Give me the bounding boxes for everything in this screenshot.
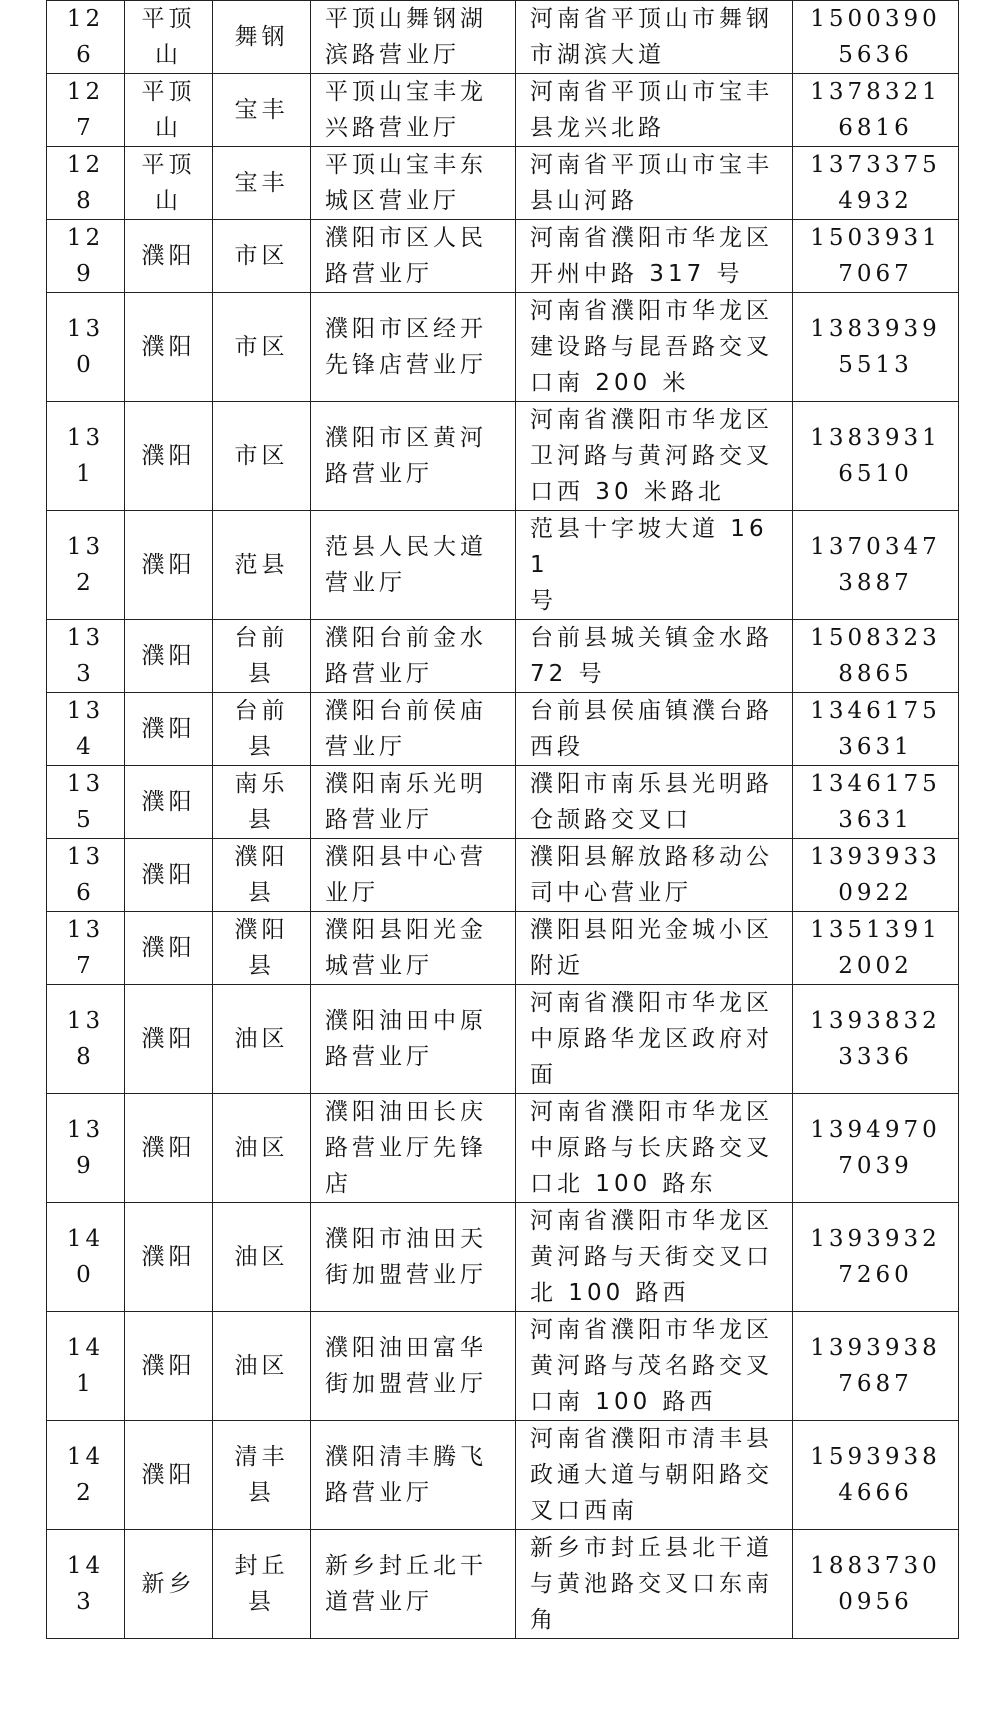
hall-name-cell: 濮阳市油田天 街加盟营业厅: [311, 1203, 516, 1312]
district-cell: 宝丰: [213, 147, 311, 220]
district-cell: 台前 县: [213, 693, 311, 766]
address-cell: 河南省平顶山市宝丰 县山河路: [516, 147, 793, 220]
address-cell: 濮阳县解放路移动公 司中心营业厅: [516, 839, 793, 912]
hall-name-cell: 濮阳县阳光金 城营业厅: [311, 912, 516, 985]
phone-cell: 13839395513: [793, 293, 959, 402]
table-row: [47, 293, 959, 402]
phone-cell: 15003905636: [793, 1, 959, 74]
row-number: 134: [47, 693, 125, 766]
row-number: 133: [47, 620, 125, 693]
hall-name-cell: 濮阳油田中原 路营业厅: [311, 985, 516, 1094]
city-cell: 濮阳: [125, 220, 213, 293]
city-cell: 濮阳: [125, 620, 213, 693]
table-row: [47, 1421, 959, 1530]
row-number: 131: [47, 402, 125, 511]
hall-name-cell: 濮阳清丰腾飞 路营业厅: [311, 1421, 516, 1530]
city-cell: 濮阳: [125, 1203, 213, 1312]
row-number: 136: [47, 839, 125, 912]
phone-cell: 15083238865: [793, 620, 959, 693]
table-row: [47, 985, 959, 1094]
address-cell: 河南省濮阳市华龙区 卫河路与黄河路交叉 口西 30 米路北: [516, 402, 793, 511]
table-row: [47, 1203, 959, 1312]
table-row: [47, 912, 959, 985]
city-cell: 平顶 山: [125, 74, 213, 147]
district-cell: 封丘 县: [213, 1530, 311, 1639]
address-cell: 河南省平顶山市舞钢 市湖滨大道: [516, 1, 793, 74]
hall-name-cell: 濮阳县中心营 业厅: [311, 839, 516, 912]
table-row: [47, 1094, 959, 1203]
row-number: 141: [47, 1312, 125, 1421]
address-cell: 河南省濮阳市华龙区 中原路与长庆路交叉 口北 100 路东: [516, 1094, 793, 1203]
row-number: 127: [47, 74, 125, 147]
district-cell: 市区: [213, 220, 311, 293]
phone-cell: 13939387687: [793, 1312, 959, 1421]
address-cell: 河南省平顶山市宝丰 县龙兴北路: [516, 74, 793, 147]
phone-cell: 13461753631: [793, 693, 959, 766]
district-cell: 南乐 县: [213, 766, 311, 839]
phone-cell: 13939327260: [793, 1203, 959, 1312]
district-cell: 台前 县: [213, 620, 311, 693]
district-cell: 市区: [213, 293, 311, 402]
district-cell: 范县: [213, 511, 311, 620]
hall-name-cell: 濮阳台前金水 路营业厅: [311, 620, 516, 693]
phone-cell: 15039317067: [793, 220, 959, 293]
phone-cell: 13703473887: [793, 511, 959, 620]
hall-name-cell: 濮阳市区经开 先锋店营业厅: [311, 293, 516, 402]
address-cell: 新乡市封丘县北干道 与黄池路交叉口东南 角: [516, 1530, 793, 1639]
table-body: [47, 1, 959, 1639]
phone-cell: 13461753631: [793, 766, 959, 839]
hall-name-cell: 范县人民大道 营业厅: [311, 511, 516, 620]
district-cell: 市区: [213, 402, 311, 511]
table-row: [47, 620, 959, 693]
district-cell: 濮阳 县: [213, 912, 311, 985]
city-cell: 濮阳: [125, 839, 213, 912]
city-cell: 濮阳: [125, 511, 213, 620]
table-row: [47, 511, 959, 620]
row-number: 139: [47, 1094, 125, 1203]
district-cell: 濮阳 县: [213, 839, 311, 912]
phone-cell: 13949707039: [793, 1094, 959, 1203]
address-cell: 范县十字坡大道 161 号: [516, 511, 793, 620]
row-number: 137: [47, 912, 125, 985]
city-cell: 濮阳: [125, 693, 213, 766]
row-number: 130: [47, 293, 125, 402]
district-cell: 油区: [213, 1203, 311, 1312]
address-cell: 濮阳市南乐县光明路 仓颉路交叉口: [516, 766, 793, 839]
hall-name-cell: 新乡封丘北干 道营业厅: [311, 1530, 516, 1639]
phone-cell: 13939330922: [793, 839, 959, 912]
hall-name-cell: 濮阳市区人民 路营业厅: [311, 220, 516, 293]
address-cell: 河南省濮阳市华龙区 黄河路与茂名路交叉 口南 100 路西: [516, 1312, 793, 1421]
city-cell: 濮阳: [125, 1421, 213, 1530]
address-cell: 河南省濮阳市华龙区 中原路华龙区政府对 面: [516, 985, 793, 1094]
row-number: 132: [47, 511, 125, 620]
table-row: [47, 1530, 959, 1639]
address-cell: 河南省濮阳市华龙区 建设路与昆吾路交叉 口南 200 米: [516, 293, 793, 402]
phone-cell: 15939384666: [793, 1421, 959, 1530]
table-row: [47, 766, 959, 839]
phone-cell: 13938323336: [793, 985, 959, 1094]
table-row: [47, 839, 959, 912]
table-row: [47, 220, 959, 293]
city-cell: 濮阳: [125, 293, 213, 402]
address-cell: 河南省濮阳市华龙区 黄河路与天街交叉口 北 100 路西: [516, 1203, 793, 1312]
table-row: [47, 147, 959, 220]
address-cell: 河南省濮阳市清丰县 政通大道与朝阳路交 叉口西南: [516, 1421, 793, 1530]
address-cell: 濮阳县阳光金城小区 附近: [516, 912, 793, 985]
table-row: [47, 1312, 959, 1421]
city-cell: 濮阳: [125, 985, 213, 1094]
address-cell: 台前县侯庙镇濮台路 西段: [516, 693, 793, 766]
hall-name-cell: 平顶山宝丰东 城区营业厅: [311, 147, 516, 220]
city-cell: 平顶 山: [125, 147, 213, 220]
city-cell: 平顶 山: [125, 1, 213, 74]
row-number: 128: [47, 147, 125, 220]
district-cell: 清丰 县: [213, 1421, 311, 1530]
district-cell: 油区: [213, 1312, 311, 1421]
district-cell: 油区: [213, 1094, 311, 1203]
phone-cell: 13783216816: [793, 74, 959, 147]
city-cell: 濮阳: [125, 1312, 213, 1421]
hall-name-cell: 平顶山宝丰龙 兴路营业厅: [311, 74, 516, 147]
row-number: 140: [47, 1203, 125, 1312]
city-cell: 濮阳: [125, 402, 213, 511]
address-cell: 河南省濮阳市华龙区 开州中路 317 号: [516, 220, 793, 293]
district-cell: 舞钢: [213, 1, 311, 74]
table-row: [47, 74, 959, 147]
district-cell: 油区: [213, 985, 311, 1094]
phone-cell: 13839316510: [793, 402, 959, 511]
row-number: 143: [47, 1530, 125, 1639]
row-number: 126: [47, 1, 125, 74]
phone-cell: 18837300956: [793, 1530, 959, 1639]
hall-name-cell: 濮阳南乐光明 路营业厅: [311, 766, 516, 839]
row-number: 138: [47, 985, 125, 1094]
district-cell: 宝丰: [213, 74, 311, 147]
hall-name-cell: 濮阳油田长庆 路营业厅先锋 店: [311, 1094, 516, 1203]
hall-name-cell: 濮阳台前侯庙 营业厅: [311, 693, 516, 766]
city-cell: 濮阳: [125, 766, 213, 839]
row-number: 135: [47, 766, 125, 839]
phone-cell: 13733754932: [793, 147, 959, 220]
service-hall-table: [46, 0, 959, 1639]
city-cell: 濮阳: [125, 1094, 213, 1203]
table-row: [47, 693, 959, 766]
row-number: 129: [47, 220, 125, 293]
hall-name-cell: 平顶山舞钢湖 滨路营业厅: [311, 1, 516, 74]
row-number: 142: [47, 1421, 125, 1530]
city-cell: 新乡: [125, 1530, 213, 1639]
phone-cell: 13513912002: [793, 912, 959, 985]
city-cell: 濮阳: [125, 912, 213, 985]
hall-name-cell: 濮阳油田富华 街加盟营业厅: [311, 1312, 516, 1421]
address-cell: 台前县城关镇金水路 72 号: [516, 620, 793, 693]
hall-name-cell: 濮阳市区黄河 路营业厅: [311, 402, 516, 511]
table-row: [47, 402, 959, 511]
table-row: [47, 1, 959, 74]
